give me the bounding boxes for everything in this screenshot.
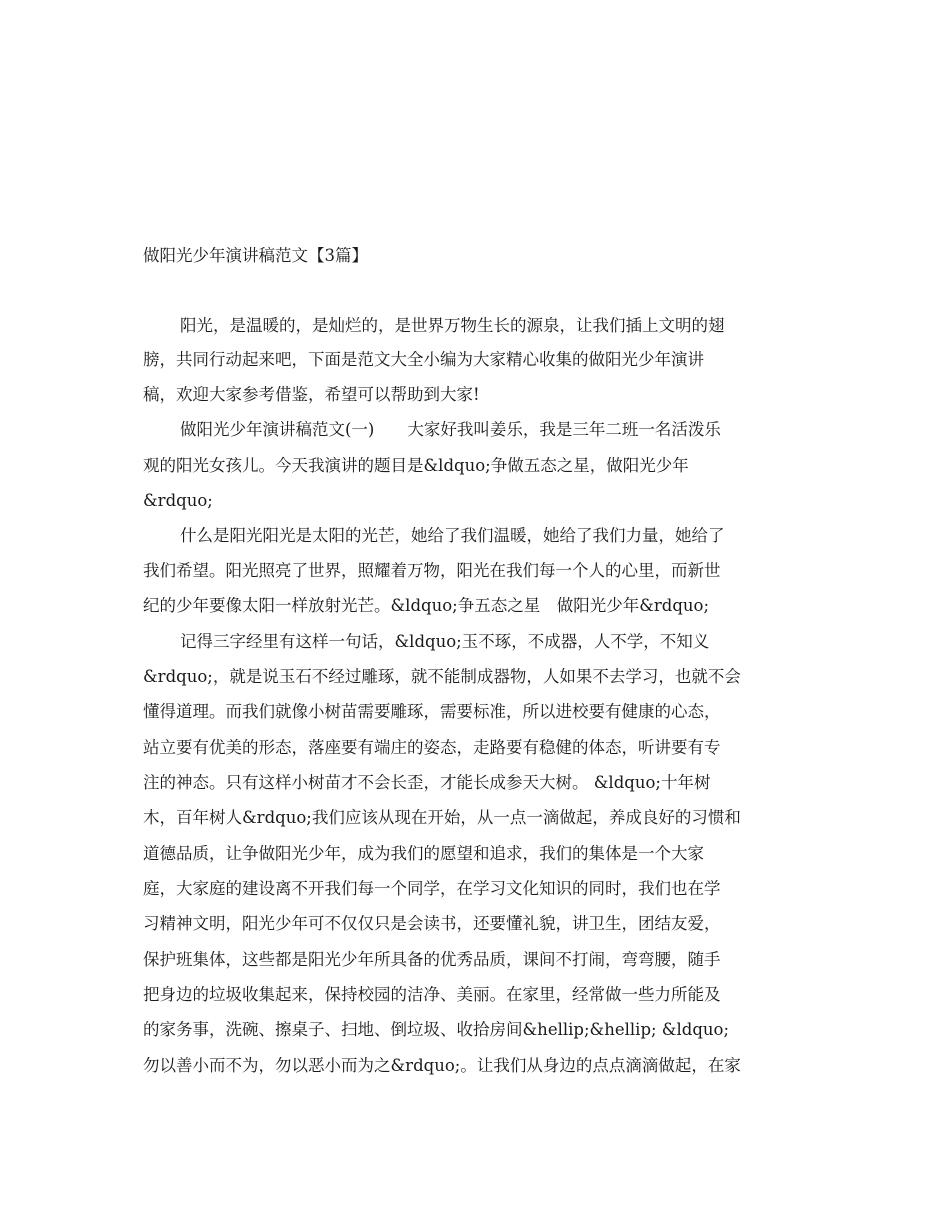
- paragraph-line: 阳光，是温暖的，是灿烂的，是世界万物生长的源泉，让我们插上文明的翅: [180, 316, 725, 335]
- paragraph-line: 纪的少年要像太阳一样放射光芒。&ldquo;争五态之星 做阳光少年&rdquo;: [143, 596, 710, 615]
- paragraph-line: 懂得道理。而我们就像小树苗需要雕琢，需要标准，所以进校要有健康的心态，: [143, 702, 721, 721]
- paragraph-line: 膀，共同行动起来吧，下面是范文大全小编为大家精心收集的做阳光少年演讲: [143, 350, 704, 369]
- paragraph-line: 注的神态。只有这样小树苗才不会长歪，才能长成参天大树。 &ldquo;十年树: [143, 773, 711, 792]
- paragraph-line: 习精神文明，阳光少年可不仅仅只是会读书，还要懂礼貌，讲卫生，团结友爱，: [143, 914, 721, 933]
- paragraph-line: 观的阳光女孩儿。今天我演讲的题目是&ldquo;争做五态之星，做阳光少年: [143, 456, 689, 475]
- paragraph-line: 的家务事，洗碗、擦桌子、扫地、倒垃圾、收拾房间&hellip;&hellip; &ldquo;: [143, 1020, 730, 1039]
- paragraph-line: 木，百年树人&rdquo;我们应该从现在开始，从一点一滴做起，养成良好的习惯和: [143, 808, 741, 827]
- paragraph-line: 什么是阳光阳光是太阳的光芒，她给了我们温暖，她给了我们力量，她给了: [180, 526, 725, 545]
- paragraph-line: 我们希望。阳光照亮了世界，照耀着万物，阳光在我们每一个人的心里，而新世: [143, 561, 721, 580]
- paragraph-line: 道德品质，让争做阳光少年，成为我们的愿望和追求，我们的集体是一个大家: [143, 844, 704, 863]
- paragraph-line: &rdquo;，就是说玉石不经过雕琢，就不能制成器物，人如果不去学习，也就不会: [143, 667, 741, 686]
- paragraph-line: 记得三字经里有这样一句话，&ldquo;玉不琢，不成器，人不学，不知义: [180, 632, 710, 651]
- paragraph-line: 勿以善小而不为，勿以恶小而为之&rdquo;。让我们从身边的点点滴滴做起，在家: [143, 1056, 741, 1075]
- paragraph-line: 稿，欢迎大家参考借鉴，希望可以帮助到大家!: [143, 385, 480, 404]
- paragraph-line: 保护班集体，这些都是阳光少年所具备的优秀品质，课间不打闹，弯弯腰，随手: [143, 950, 721, 969]
- paragraph-line: 站立要有优美的形态，落座要有端庄的姿态，走路要有稳健的体态，听讲要有专: [143, 738, 721, 757]
- paragraph-line: 把身边的垃圾收集起来，保持校园的洁净、美丽。在家里，经常做一些力所能及: [143, 985, 721, 1004]
- document-page: [143, 0, 813, 1230]
- document-title: 做阳光少年演讲稿范文【3篇】: [143, 246, 368, 265]
- paragraph-line: &rdquo;: [143, 491, 213, 510]
- paragraph-line: 做阳光少年演讲稿范文(一) 大家好我叫姜乐，我是三年二班一名活泼乐: [180, 420, 721, 439]
- paragraph-line: 庭，大家庭的建设离不开我们每一个同学，在学习文化知识的同时，我们也在学: [143, 879, 721, 898]
